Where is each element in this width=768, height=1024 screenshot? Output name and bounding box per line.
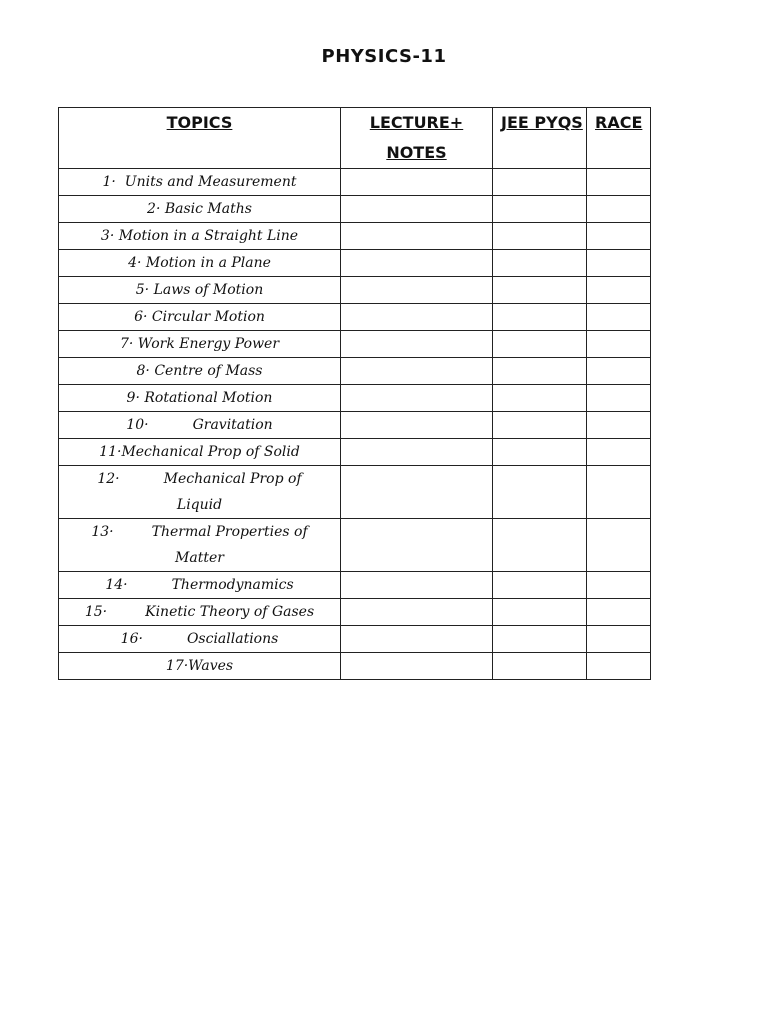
table-row <box>59 466 651 519</box>
topic-cell <box>59 169 341 196</box>
lecture-notes-cell <box>341 653 493 680</box>
lecture-notes-cell <box>341 196 493 223</box>
topic-cell <box>59 196 341 223</box>
table-row <box>59 196 651 223</box>
lecture-notes-cell <box>341 250 493 277</box>
topic-number: 6· <box>134 309 148 325</box>
jee-pyqs-cell <box>493 653 587 680</box>
topic-cell <box>59 466 341 519</box>
topic-text: Kinetic Theory of Gases <box>145 604 315 620</box>
table-row <box>59 250 651 277</box>
topic-number: 3· <box>100 228 115 244</box>
topic-text: Basic Maths <box>164 201 252 217</box>
topic-text: Gravitation <box>192 417 273 433</box>
lecture-notes-cell <box>341 331 493 358</box>
header-row <box>59 108 651 169</box>
table-row <box>59 519 651 572</box>
lecture-notes-cell <box>341 439 493 466</box>
table-row <box>59 439 651 466</box>
jee-pyqs-cell <box>493 572 587 599</box>
race-cell <box>587 304 651 331</box>
jee-pyqs-cell <box>493 599 587 626</box>
topic-text: Osciallations <box>186 631 279 647</box>
race-cell <box>587 277 651 304</box>
lecture-notes-cell <box>341 223 493 250</box>
topic-number: 15· <box>84 604 108 620</box>
race-cell <box>587 599 651 626</box>
table-row <box>59 223 651 250</box>
topic-text: Laws of Motion <box>153 282 264 298</box>
topic-text: Mechanical Prop of Solid <box>121 444 300 460</box>
jee-pyqs-cell <box>493 626 587 653</box>
topic-cell <box>59 439 341 466</box>
topic-text-line1: Mechanical Prop of <box>163 471 302 487</box>
topic-cell <box>59 331 341 358</box>
lecture-notes-cell <box>341 626 493 653</box>
topic-cell <box>59 385 341 412</box>
topic-number: 2· <box>147 201 161 217</box>
race-cell <box>587 169 651 196</box>
lecture-notes-cell <box>341 358 493 385</box>
topic-text: Motion in a Straight Line <box>118 228 299 244</box>
lecture-notes-cell <box>341 277 493 304</box>
topic-cell <box>59 572 341 599</box>
topic-cell <box>59 412 341 439</box>
table-row <box>59 331 651 358</box>
race-cell <box>587 653 651 680</box>
table-row <box>59 412 651 439</box>
jee-pyqs-cell <box>493 519 587 572</box>
topic-number: 17· <box>165 658 189 674</box>
topic-number: 14· <box>105 577 128 593</box>
jee-pyqs-cell <box>493 277 587 304</box>
table-row <box>59 626 651 653</box>
race-cell <box>587 223 651 250</box>
jee-pyqs-cell <box>493 358 587 385</box>
lecture-notes-cell <box>341 385 493 412</box>
lecture-notes-cell <box>341 599 493 626</box>
table-row <box>59 169 651 196</box>
topic-text: Motion in a Plane <box>145 255 271 271</box>
jee-pyqs-cell <box>493 196 587 223</box>
table-row <box>59 385 651 412</box>
topic-number: 10· <box>126 417 149 433</box>
topic-text: Centre of Mass <box>154 363 263 379</box>
table-row <box>59 572 651 599</box>
race-cell <box>587 385 651 412</box>
lecture-notes-cell <box>341 169 493 196</box>
topic-cell <box>59 277 341 304</box>
topic-cell <box>59 626 341 653</box>
topic-number: 7· <box>119 336 134 352</box>
table-row <box>59 358 651 385</box>
lecture-notes-cell <box>341 304 493 331</box>
table-row <box>59 277 651 304</box>
topic-cell <box>59 599 341 626</box>
topic-text-line2: Matter <box>175 550 224 566</box>
topic-cell <box>59 223 341 250</box>
race-cell <box>587 358 651 385</box>
topic-cell <box>59 304 341 331</box>
table-row <box>59 653 651 680</box>
lecture-notes-cell <box>341 519 493 572</box>
race-cell <box>587 331 651 358</box>
topic-text: Work Energy Power <box>137 336 280 352</box>
jee-pyqs-cell <box>493 466 587 519</box>
header-topics: TOPICS <box>59 108 341 169</box>
topic-text: Waves <box>188 658 234 674</box>
jee-pyqs-cell <box>493 250 587 277</box>
topic-text-line2: Liquid <box>176 497 223 513</box>
jee-pyqs-cell <box>493 304 587 331</box>
jee-pyqs-cell <box>493 439 587 466</box>
lecture-notes-cell <box>341 572 493 599</box>
topic-number: 8· <box>136 363 150 379</box>
jee-pyqs-cell <box>493 412 587 439</box>
topic-number: 1· <box>102 174 116 190</box>
header-lecture-notes <box>341 108 493 169</box>
topic-number: 12· <box>97 471 120 487</box>
jee-pyqs-cell <box>493 169 587 196</box>
race-cell <box>587 196 651 223</box>
header-jee-pyqs: JEE PYQS <box>493 108 587 169</box>
page-title: PHYSICS-11 <box>321 46 447 67</box>
topic-text: Rotational Motion <box>144 390 273 406</box>
race-cell <box>587 439 651 466</box>
table-row <box>59 304 651 331</box>
jee-pyqs-cell <box>493 223 587 250</box>
jee-pyqs-cell <box>493 385 587 412</box>
topic-number: 5· <box>135 282 150 298</box>
topic-number: 9· <box>126 390 140 406</box>
topic-number: 4· <box>128 255 142 271</box>
topic-text-line1: Thermal Properties of <box>151 524 308 540</box>
jee-pyqs-cell <box>493 331 587 358</box>
topic-cell <box>59 358 341 385</box>
header-lecture-line1: LECTURE+ <box>369 113 464 132</box>
topic-cell <box>59 519 341 572</box>
topic-cell <box>59 250 341 277</box>
race-cell <box>587 519 651 572</box>
topic-tracker-table <box>58 107 651 680</box>
topic-text: Thermodynamics <box>171 577 294 593</box>
topic-text: Circular Motion <box>151 309 265 325</box>
lecture-notes-cell <box>341 412 493 439</box>
table-row <box>59 599 651 626</box>
race-cell <box>587 466 651 519</box>
race-cell <box>587 572 651 599</box>
header-lecture-line2: NOTES <box>386 143 447 162</box>
race-cell <box>587 412 651 439</box>
topic-text: Units and Measurement <box>124 174 297 190</box>
topic-cell <box>59 653 341 680</box>
race-cell <box>587 626 651 653</box>
topic-number: 11· <box>99 444 122 460</box>
race-cell <box>587 250 651 277</box>
topic-number: 16· <box>120 631 143 647</box>
lecture-notes-cell <box>341 466 493 519</box>
header-race: RACE <box>587 108 651 169</box>
topic-number: 13· <box>91 524 114 540</box>
